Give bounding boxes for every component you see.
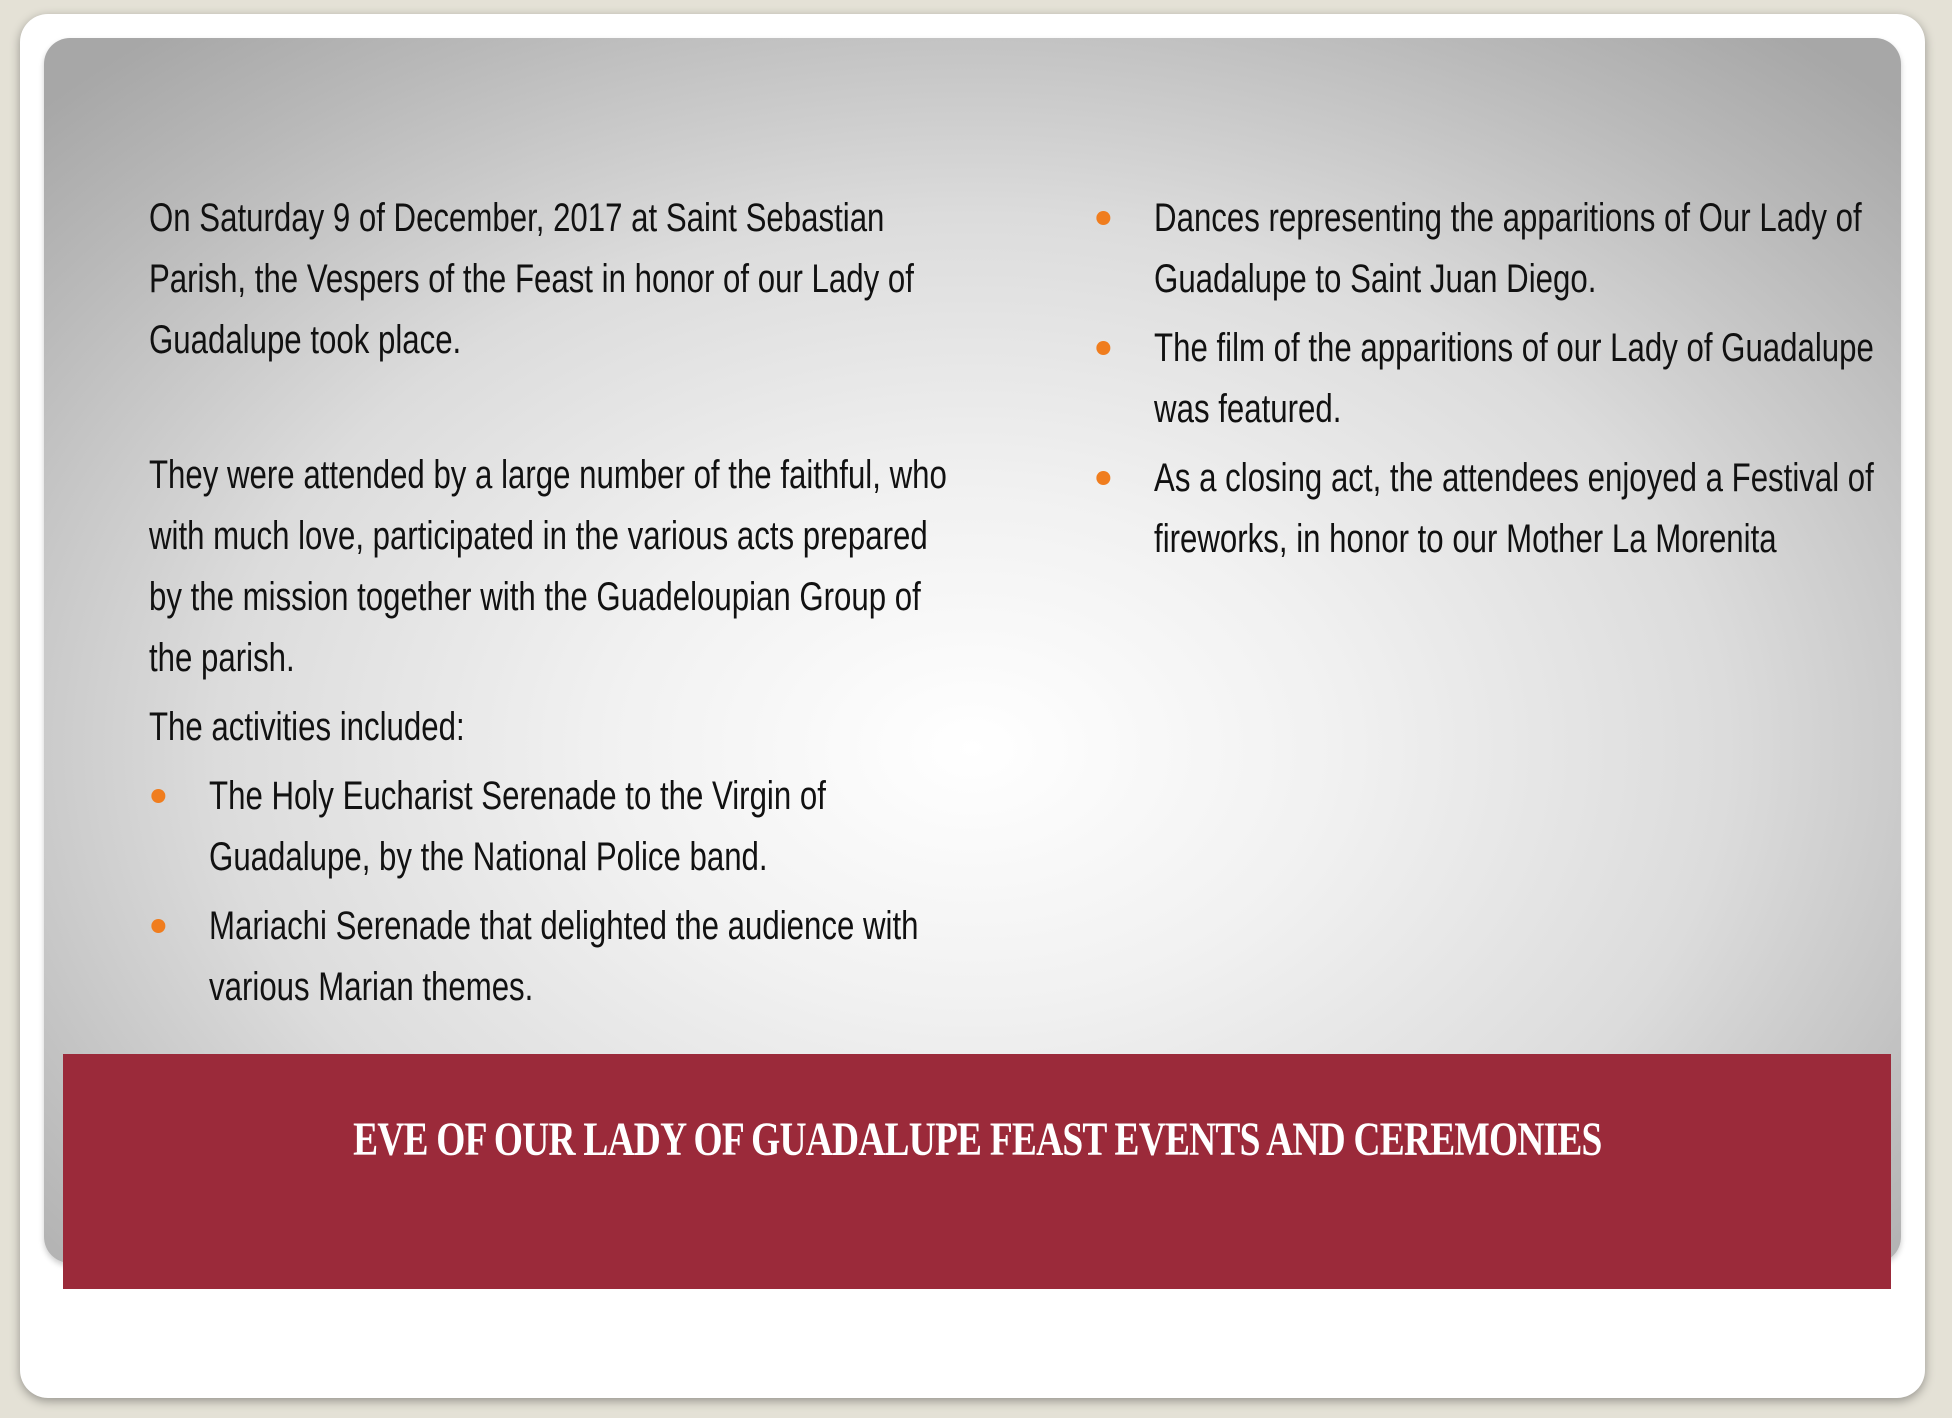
list-item [1094, 188, 1897, 310]
activities-heading: The activities included: [149, 705, 465, 749]
list-item [149, 766, 960, 888]
activities-list-right [1094, 188, 1897, 570]
bullet-dot-icon [151, 919, 165, 933]
slide-title [63, 1110, 1891, 1170]
bullet-dot-icon [1096, 341, 1110, 355]
list-item [1094, 318, 1897, 440]
intro-paragraph: On Saturday 9 of December, 2017 at Saint Sebastian Parish, the Vespers of the Feast in honor of our Lady of Guadalupe took place. [149, 196, 914, 362]
list-item [1094, 448, 1897, 570]
list-item [149, 896, 960, 1018]
left-column [149, 188, 960, 1026]
list-item-text: Dances representing the apparitions of Our Lady of Guadalupe to Saint Juan Diego. [1154, 196, 1862, 301]
list-item-text: Mariachi Serenade that delighted the audience with various Marian themes. [209, 904, 919, 1009]
slide-title-text: EVE OF OUR LADY OF GUADALUPE FEAST EVENTS AND CEREMONIES [352, 1113, 1602, 1166]
right-column [1094, 188, 1897, 578]
list-item-text: As a closing act, the attendees enjoyed a Festival of fireworks, in honor to our Mother La Morenita [1154, 456, 1874, 561]
title-band [63, 1054, 1891, 1289]
activities-list-left [149, 766, 960, 1018]
attendance-paragraph: They were attended by a large number of the faithful, who with much love, participated in the various acts prepared by the mission together with the Guadeloupian Group of the parish. [149, 453, 947, 680]
list-item-text: The film of the apparitions of our Lady of Guadalupe was featured. [1154, 326, 1874, 431]
bullet-dot-icon [1096, 471, 1110, 485]
bullet-dot-icon [151, 789, 165, 803]
bullet-dot-icon [1096, 211, 1110, 225]
list-item-text: The Holy Eucharist Serenade to the Virgin of Guadalupe, by the National Police band. [209, 774, 826, 879]
